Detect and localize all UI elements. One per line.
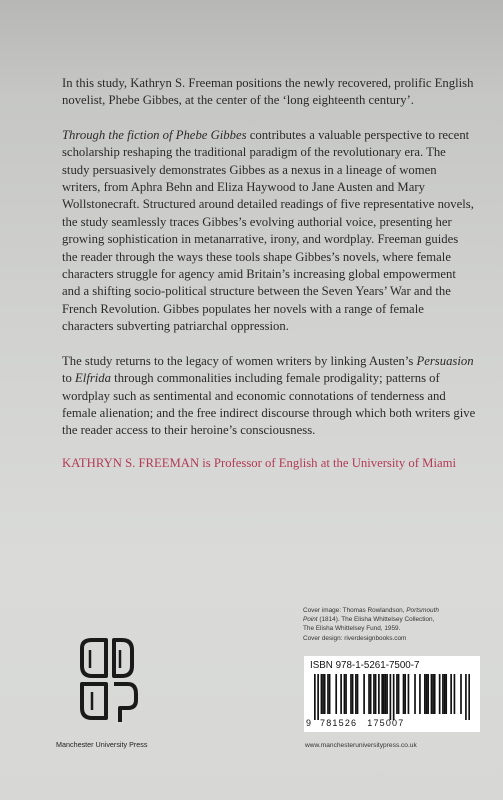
blurb-text: The study returns to the legacy of women writers by linking Austen’s xyxy=(62,353,417,368)
author-bio: KATHRYN S. FREEMAN is Professor of English at the University of Miami xyxy=(62,455,457,470)
barcode-digits xyxy=(306,718,478,728)
barcode-bar xyxy=(414,674,416,714)
barcode-bar xyxy=(378,674,380,714)
barcode-bar xyxy=(404,674,406,714)
barcode-digit-group-2: 175007 xyxy=(367,718,405,728)
credit-line xyxy=(303,606,483,615)
barcode-bar xyxy=(454,674,456,714)
isbn-label: ISBN 978-1-5261-7500-7 xyxy=(310,660,420,671)
credit-title: Portsmouth xyxy=(406,607,439,614)
barcode-bar xyxy=(368,674,370,714)
barcode-bar xyxy=(352,674,354,714)
barcode-bar xyxy=(324,674,326,714)
barcode-bar xyxy=(398,674,400,714)
publisher-name: Manchester University Press xyxy=(56,740,148,749)
barcode-bar xyxy=(345,674,347,714)
barcode-bar xyxy=(444,674,446,714)
barcode-bar xyxy=(373,674,375,714)
barcode-bar xyxy=(327,674,329,714)
barcode-bar xyxy=(317,674,319,720)
barcode-bar xyxy=(335,674,337,714)
barcode-bar xyxy=(350,674,352,714)
blurb-paragraph-2 xyxy=(62,127,476,336)
barcode-bar xyxy=(340,674,342,714)
barcode-bar xyxy=(465,674,467,720)
barcode-bar xyxy=(426,674,428,714)
barcode-digit-group-1: 781526 xyxy=(320,718,358,728)
blurb-paragraph-2-text: contributes a valuable perspective to recent scholarship reshaping the traditional paradigm of the revolutionary era. The study persuasively demonstrates Gibbes as a nexus in a lineage of women writers, from Aphra Behn and Eliza Haywood to Jane Austen and Mary Wollstonecraft. Structured around detailed readings of five representative novels, the study seamlessly traces Gibbes’s evolving authorial voice, presenting her growing sophistication in metanarrative, irony, and wordplay. Freeman guides the reader through the ways these tools shape Gibbes’s novels, where female characters struggle for agency amid Britain’s increasing global empowerment and a shifting socio-political structure between the Seven Years’ War and the French Revolution. Gibbes populates her novels with a range of female characters subverting patriarchal oppression. xyxy=(62,127,474,334)
credit-line xyxy=(303,615,483,624)
credit-text: Cover image: Thomas Rowlandson, xyxy=(303,607,407,614)
barcode-bar xyxy=(442,674,444,714)
barcode-bar xyxy=(322,674,324,714)
barcode-bar xyxy=(329,674,331,714)
barcode-bar xyxy=(450,674,452,714)
barcode-bar xyxy=(321,674,323,714)
barcode-bar xyxy=(431,674,433,714)
barcode-bar xyxy=(434,674,436,714)
barcode-bars xyxy=(314,674,470,720)
blurb-paragraph-3 xyxy=(62,353,476,440)
barcode-bar xyxy=(363,674,365,714)
barcode-bar xyxy=(314,674,316,720)
barcode-digit-first: 9 xyxy=(306,718,313,728)
barcode-bar xyxy=(419,674,421,714)
barcode-bar xyxy=(390,674,392,720)
barcode-bar xyxy=(375,674,377,714)
barcode-bar xyxy=(427,674,429,714)
barcode-bar xyxy=(355,674,357,714)
publisher-url: www.manchesteruniversitypress.co.uk xyxy=(305,742,417,749)
barcode-bar xyxy=(403,674,405,714)
blurb-text: through commonalities including female prodigality; patterns of wordplay such as sentimental and economic connotations of tenderness and female alienation; and the free indirect discourse through which both writers give the reader access to their heroine’s consciousness. xyxy=(62,371,476,438)
title-persuasion: Persuasion xyxy=(416,353,474,368)
barcode-bar xyxy=(386,674,388,714)
barcode-bar xyxy=(460,674,462,714)
barcode-bar xyxy=(344,674,346,714)
credit-line: The Elisha Whittelsey Fund, 1959. xyxy=(303,625,401,633)
isbn-barcode xyxy=(304,656,480,732)
blurb-text: to xyxy=(62,371,76,386)
barcode-bar xyxy=(439,674,441,714)
barcode-bar xyxy=(468,674,470,720)
barcode-bar xyxy=(357,674,359,714)
mup-logo-icon xyxy=(62,636,152,726)
barcode-bar xyxy=(383,674,385,714)
barcode-bar xyxy=(445,674,447,714)
barcode-bar xyxy=(396,674,398,714)
barcode-bar xyxy=(385,674,387,714)
blurb-paragraph-1: In this study, Kathryn S. Freeman positions the newly recovered, prolific English novelist, Phebe Gibbes, at the center of the ‘long eighteenth century’. xyxy=(62,76,474,108)
barcode-bar xyxy=(370,674,372,714)
title-elfrida: Elfrida xyxy=(75,371,111,386)
barcode-bar xyxy=(393,674,395,720)
back-cover-blurb xyxy=(62,75,476,472)
credit-text: (1814). The Elisha Whittelsey Collection, xyxy=(317,616,435,624)
barcode-bar xyxy=(432,674,434,714)
book-title: Through the fiction of Phebe Gibbes xyxy=(62,127,247,142)
cover-credits xyxy=(303,606,483,643)
credit-line: Cover design: riverdesignbooks.com xyxy=(303,634,407,642)
credit-title: Point xyxy=(303,616,318,624)
barcode-bar xyxy=(408,674,410,714)
barcode-bar xyxy=(424,674,426,714)
barcode-bar xyxy=(381,674,383,714)
